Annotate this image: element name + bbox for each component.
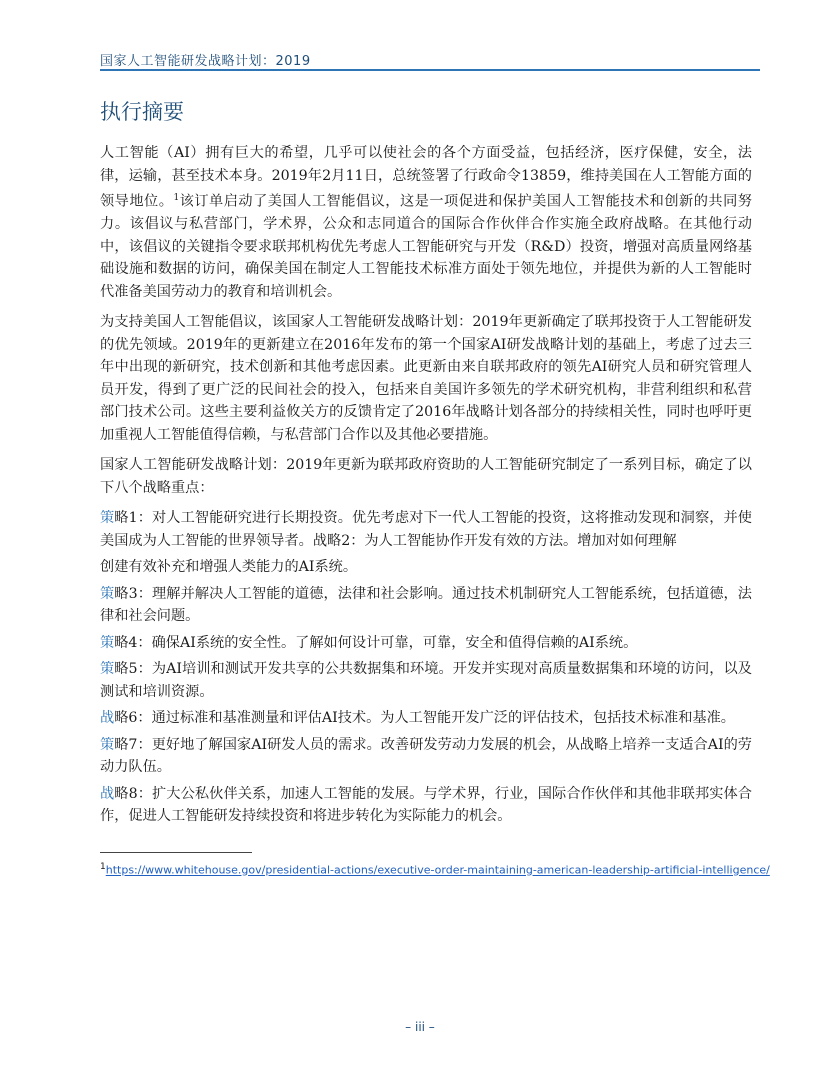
strategy-text: 略5：为AI培训和测试开发共享的公共数据集和环境。开发并实现对高质量数据集和环境的访问，以及测试和培训资源。 [100, 661, 752, 700]
strategy-item [100, 556, 752, 579]
strategy-tag: 策 [100, 661, 115, 678]
strategy-tag: 策 [100, 736, 115, 753]
strategy-text: 略1：对人工智能研究进行长期投资。优先考虑对下一代人工智能的投资，这将推动发现和洞察，并使美国成为人工智能的世界领导者。战略2：为人工智能协作开发有效的方法。增加对如何理解 [100, 510, 752, 549]
strategy-tag: 战 [100, 785, 115, 802]
strategy-item [100, 658, 752, 703]
paragraph-intro [100, 142, 752, 303]
strategy-tag: 策 [100, 510, 115, 527]
strategy-item [100, 507, 752, 552]
footnote-marker[interactable]: 1 [173, 193, 180, 203]
running-header: 国家人工智能研发战略计划：2019 [100, 54, 311, 69]
strategy-tag: 策 [100, 585, 115, 602]
footnote-number: 1 [100, 862, 106, 872]
strategy-item [100, 783, 752, 828]
footnote-rule [100, 852, 252, 853]
paragraph: 国家人工智能研发战略计划：2019年更新为联邦政府资助的人工智能研究制定了一系列目标，确定了以下八个战略重点： [100, 457, 752, 496]
strategy-tag: 策 [100, 634, 115, 651]
strategy-text: 略7：更好地了解国家AI研发人员的需求。改善研发劳动力发展的机会，从战略上培养一支适合AI的劳动力队伍。 [100, 736, 752, 776]
strategy-item [100, 734, 752, 779]
footnote [100, 862, 780, 877]
page-number: – iii – [405, 1020, 435, 1034]
strategy-tag: 战 [100, 710, 115, 727]
strategy-text: 略4：确保AI系统的安全性。了解如何设计可靠，可靠，安全和值得信赖的AI系统。 [114, 634, 638, 651]
paragraph-text: 该订单启动了美国人工智能倡议，这是一项促进和保护美国人工智能技术和创新的共同努力。该倡议与私营部门，学术界，公众和志同道合的国际合作伙伴合作实施全政府战略。在其他行动中，该倡议的关键指令要求联邦机构优先考虑人工智能研究与开发（R&D）投资，增强对高质量网络基础设施和数据的访问，确保美国在制定人工智能技术标准方面处于领先地位，并提供为新的人工智能时代准备美国劳动力的教育和培训机会。 [100, 193, 752, 300]
strategy-text: 创建有效补充和增强人类能力的AI系统。 [100, 559, 358, 576]
body-text [100, 142, 752, 832]
header-rule [100, 69, 760, 71]
section-title: 执行摘要 [100, 100, 184, 124]
strategy-item [100, 707, 752, 730]
strategy-text: 略6：通过标准和基准测量和评估AI技术。为人工智能开发广泛的评估技术，包括技术标准和基准。 [114, 710, 735, 727]
footnote-link[interactable]: https://www.whitehouse.gov/presidential-actions/executive-order-maintaining-american-leadership-artificial-intelligence/ [105, 863, 770, 877]
strategy-item [100, 632, 752, 655]
strategy-text: 略3：理解并解决人工智能的道德，法律和社会影响。通过技术机制研究人工智能系统，包括道德，法律和社会问题。 [100, 585, 752, 625]
paragraph-text: 人工智能（AI）拥有巨大的希望，几乎可以使社会的各个方面受益，包括经济，医疗保健，安全，法律，运输，甚至技术本身。2019年2月11日，总统签署了行政命令13859，维持美国在人工智能方面的领导地位。 [100, 145, 752, 210]
paragraph: 为支持美国人工智能倡议，该国家人工智能研发战略计划：2019年更新确定了联邦投资于人工智能研发的优先领域。2019年的更新建立在2016年发布的第一个国家AI研发战略计划的基础上，考虑了过去三年中出现的新研究，技术创新和其他考虑因素。此更新由来自联邦政府的领先AI研究人员和研究管理人员开发，得到了更广泛的民间社会的投入，包括来自美国许多领先的学术研究机构，非营利组织和私营部门技术公司。这些主要利益攸关方的反馈肯定了2016年战略计划各部分的持续相关性，同时也呼吁更加重视人工智能值得信赖，与私营部门合作以及其他必要措施。 [100, 314, 752, 443]
strategy-item [100, 583, 752, 628]
strategy-text: 略8：扩大公私伙伴关系，加速人工智能的发展。与学术界，行业，国际合作伙伴和其他非联邦实体合作，促进人工智能研发持续投资和将进步转化为实际能力的机会。 [100, 785, 752, 825]
